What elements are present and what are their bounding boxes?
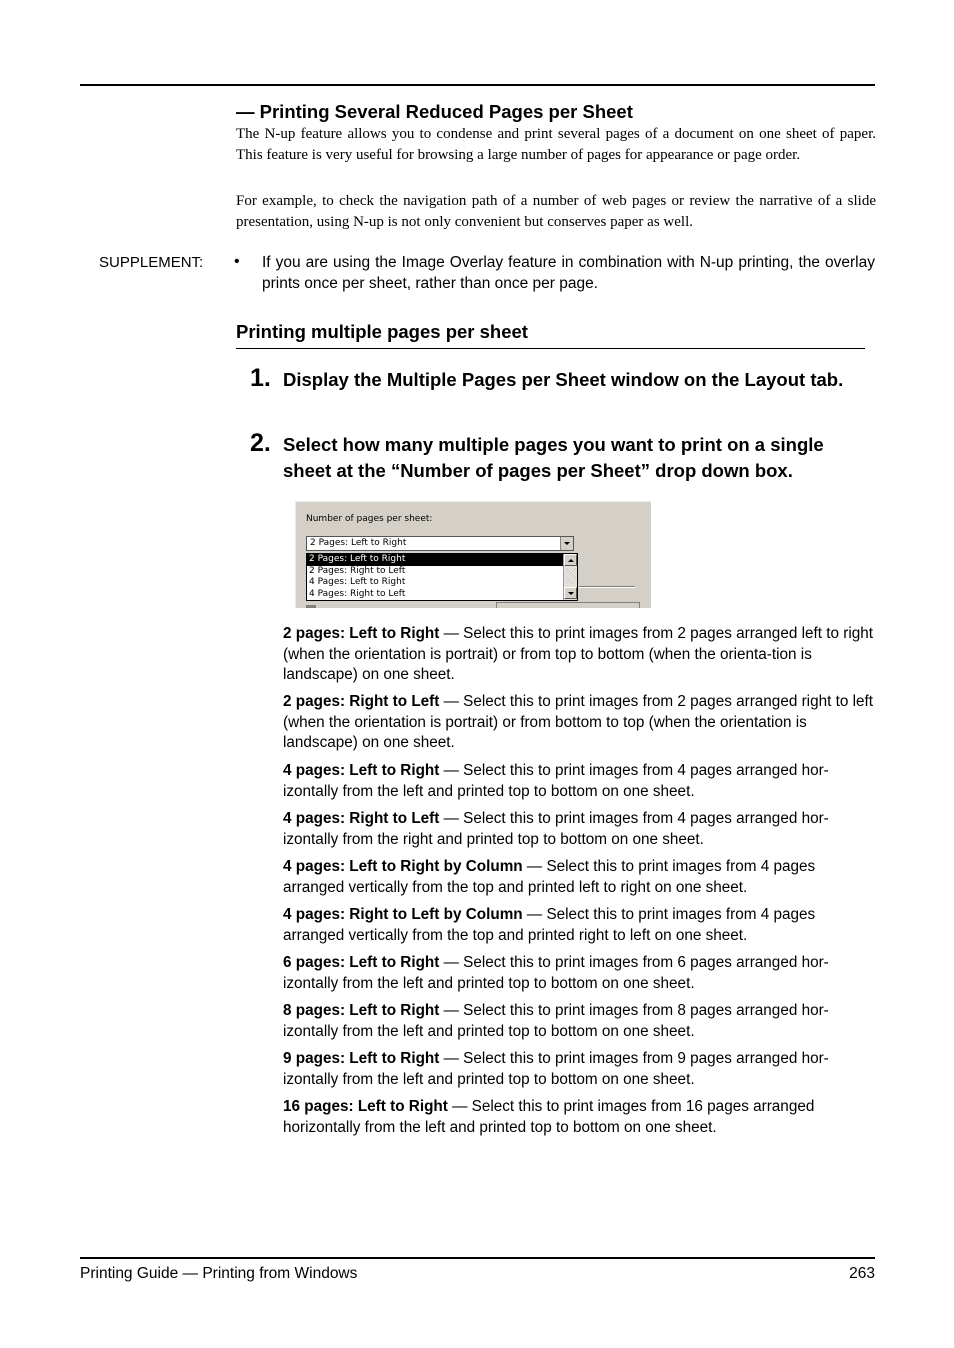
desc-term: 6 pages: Left to Right (283, 954, 440, 971)
desc-term: 4 pages: Left to Right by Column (283, 858, 523, 875)
desc-text: — Select this to print images from 2 pages arranged left to right (when the orientation is portrait) or from top to bottom (when the orienta-tion is landscape) on one sheet. (283, 625, 873, 683)
step-1-number: 1. (250, 364, 271, 392)
desc-text: — Select this to print images from 4 pages arranged vertically from the top and printed left to right on one sheet. (283, 858, 816, 896)
desc-16-pages-left-to-right (283, 1097, 875, 1138)
footer-title: Printing Guide — Printing from Windows (80, 1265, 358, 1282)
step-2-text: Select how many multiple pages you want to print on a single sheet at the “Number of pages per Sheet” drop down box. (283, 434, 824, 481)
desc-text: — Select this to print images from 4 pages arranged vertically from the top and printed right to left on one sheet. (283, 906, 816, 944)
list-item[interactable]: 4 Pages: Left to Right (309, 577, 406, 587)
desc-4-pages-left-to-right-by-column (283, 857, 875, 898)
supplement-text: If you are using the Image Overlay feature in combination with N-up printing, the overlay prints once per sheet, rather than once per page. (262, 254, 875, 292)
intro-paragraph-2: For example, to check the navigation path of a number of web pages or review the narrative of a slide presentation, using N-up is not only convenient but conserves paper as well. (236, 193, 876, 230)
desc-6-pages-left-to-right (283, 953, 875, 994)
partial-control (306, 605, 316, 608)
list-scrollbar[interactable] (563, 554, 577, 600)
desc-term: 8 pages: Left to Right (283, 1002, 440, 1019)
desc-4-pages-right-to-left (283, 809, 875, 850)
desc-2-pages-right-to-left (283, 692, 875, 754)
scroll-thumb[interactable] (565, 568, 576, 584)
chevron-up-icon (568, 559, 574, 562)
desc-term: 4 pages: Right to Left by Column (283, 906, 523, 923)
desc-4-pages-right-to-left-by-column (283, 905, 875, 946)
page-number: 263 (849, 1265, 875, 1282)
desc-text: — Select this to print images from 4 pages arranged hor-izontally from the right and printed top to bottom on one sheet. (283, 810, 829, 848)
desc-2-pages-left-to-right (283, 624, 875, 686)
dropdown-button[interactable] (560, 537, 573, 550)
desc-term: 16 pages: Left to Right (283, 1098, 448, 1115)
bullet-icon: • (234, 253, 240, 270)
partial-button (496, 602, 640, 608)
desc-8-pages-left-to-right (283, 1001, 875, 1042)
desc-term: 4 pages: Right to Left (283, 810, 440, 827)
subsection-title: Printing multiple pages per sheet (236, 321, 528, 342)
dropdown-selected-value: 2 Pages: Left to Right (310, 538, 407, 548)
desc-term: 2 pages: Left to Right (283, 625, 440, 642)
desc-text: — Select this to print images from 16 pages arranged horizontally from the left and printed top to bottom on one sheet. (283, 1098, 815, 1136)
pages-per-sheet-dropdown[interactable] (306, 536, 574, 551)
pages-per-sheet-list[interactable] (306, 553, 578, 601)
chevron-down-icon (568, 592, 574, 595)
desc-text: — Select this to print images from 2 pages arranged right to left (when the orientation is portrait) or from bottom to top (when the orientation is landscape) on one sheet. (283, 693, 873, 751)
list-item[interactable]: 2 Pages: Left to Right (307, 554, 563, 566)
scroll-up-button[interactable] (564, 554, 577, 566)
desc-text: — Select this to print images from 8 pages arranged hor-izontally from the left and printed top to bottom on one sheet. (283, 1002, 829, 1040)
desc-text: — Select this to print images from 4 pages arranged hor-izontally from the left and printed top to bottom on one sheet. (283, 762, 829, 800)
list-item[interactable]: 2 Pages: Right to Left (309, 565, 406, 576)
pages-per-sheet-label: Number of pages per sheet: (306, 514, 433, 524)
desc-4-pages-left-to-right (283, 761, 875, 802)
section-title: — Printing Several Reduced Pages per Sheet (236, 101, 633, 122)
chevron-down-icon (564, 542, 570, 545)
desc-9-pages-left-to-right (283, 1049, 875, 1090)
supplement-label: SUPPLEMENT: (99, 254, 204, 271)
desc-term: 2 pages: Right to Left (283, 693, 440, 710)
intro-paragraph-1: The N-up feature allows you to condense and print several pages of a document on one sheet of paper. This feature is very useful for browsing a large number of pages for appearance or page order. (236, 126, 876, 163)
list-item[interactable]: 4 Pages: Right to Left (309, 588, 406, 599)
step-2-number: 2. (250, 429, 271, 457)
step-1-text: Display the Multiple Pages per Sheet window on the Layout tab. (283, 369, 844, 390)
footer-rule (80, 1257, 875, 1259)
desc-text: — Select this to print images from 9 pages arranged hor-izontally from the left and printed top to bottom on one sheet. (283, 1050, 829, 1088)
group-divider (579, 586, 635, 588)
desc-text: — Select this to print images from 6 pages arranged hor-izontally from the left and printed top to bottom on one sheet. (283, 954, 829, 992)
pages-per-sheet-dialog (295, 501, 651, 608)
desc-term: 4 pages: Left to Right (283, 762, 440, 779)
subsection-rule (236, 348, 865, 349)
header-rule (80, 84, 875, 86)
scroll-down-button[interactable] (564, 587, 577, 599)
desc-term: 9 pages: Left to Right (283, 1050, 440, 1067)
